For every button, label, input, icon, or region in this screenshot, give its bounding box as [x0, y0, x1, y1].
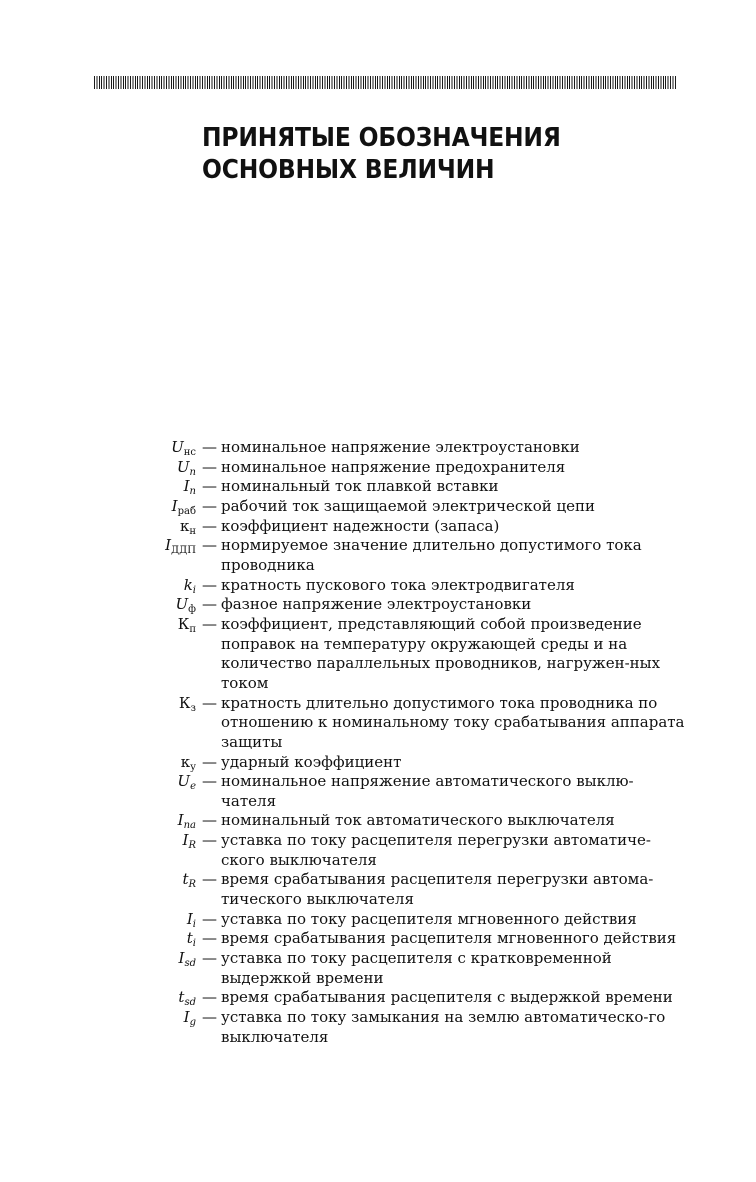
symbol: $I_п$: [183, 477, 196, 498]
definition: коэффициент надежности (запаса): [221, 516, 500, 535]
em-dash: —: [202, 496, 217, 515]
glossary-entry: [96, 929, 686, 949]
em-dash: —: [202, 831, 217, 850]
em-dash: —: [202, 536, 217, 555]
definition: коэффициент, представляющий собой произведение поправок на температуру окружающей среды и на количество параллельных проводников, нагружен-ных током: [221, 614, 661, 692]
symbol: $U_e$: [177, 772, 196, 793]
symbol: $U_п$: [176, 457, 196, 478]
page-title-line-2: ОСНОВНЫХ ВЕЛИЧИН: [202, 155, 495, 185]
page-title-line-1: ПРИНЯТЫЕ ОБОЗНАЧЕНИЯ: [202, 123, 561, 153]
definition: нормируемое значение длительно допустимого тока проводника: [221, 536, 642, 574]
em-dash: —: [202, 929, 217, 948]
definition: кратность пускового тока электродвигателя: [221, 575, 575, 594]
em-dash: —: [202, 438, 217, 456]
symbols-glossary: [96, 438, 686, 1047]
symbol: $I_g$: [183, 1008, 196, 1029]
em-dash: —: [202, 752, 217, 771]
glossary-entry: [96, 458, 686, 478]
em-dash: —: [202, 516, 217, 535]
symbol: $I_R$: [182, 831, 196, 852]
symbol: $U_{нс}$: [171, 438, 196, 458]
em-dash: —: [202, 477, 217, 496]
glossary-entry: [96, 910, 686, 930]
em-dash: —: [202, 988, 217, 1007]
definition: уставка по току расцепителя с кратковременной выдержкой времени: [221, 949, 612, 987]
em-dash: —: [202, 595, 217, 614]
em-dash: —: [202, 693, 217, 712]
glossary-entry: [96, 753, 686, 773]
symbol: $U_ф$: [175, 595, 196, 616]
symbol: $к_у$: [180, 752, 196, 773]
symbol: $I_{sd}$: [178, 949, 196, 970]
em-dash: —: [202, 1008, 217, 1027]
glossary-entry: [96, 772, 686, 811]
symbol: $К_п$: [177, 614, 196, 635]
symbol: $К_з$: [178, 693, 196, 714]
symbol: $I_i$: [186, 909, 196, 930]
definition: уставка по току расцепителя перегрузки автоматиче-ского выключателя: [221, 831, 651, 869]
glossary-entry: [96, 517, 686, 537]
em-dash: —: [202, 949, 217, 968]
definition: уставка по току расцепителя мгновенного действия: [221, 909, 637, 928]
glossary-entry: [96, 988, 686, 1008]
glossary-entry: [96, 438, 686, 458]
em-dash: —: [202, 575, 217, 594]
glossary-entry: [96, 694, 686, 753]
symbol: $t_{sd}$: [178, 988, 196, 1009]
glossary-entry: [96, 595, 686, 615]
definition: фазное напряжение электроустановки: [221, 595, 532, 614]
glossary-entry: [96, 497, 686, 517]
definition: уставка по току замыкания на землю автоматическо-го выключателя: [221, 1008, 666, 1046]
em-dash: —: [202, 870, 217, 889]
definition: время срабатывания расцепителя мгновенного действия: [221, 929, 677, 948]
glossary-entry: [96, 831, 686, 870]
definition: время срабатывания расцепителя перегрузки автома-тического выключателя: [221, 870, 654, 909]
definition: ударный коэффициент: [221, 752, 402, 771]
glossary-entry: [96, 811, 686, 831]
definition: кратность длительно допустимого тока проводника по отношению к номинальному току срабатывания аппарата защиты: [221, 693, 685, 751]
em-dash: —: [202, 811, 217, 830]
symbol: $k_i$: [183, 575, 196, 596]
symbol: $I_{раб}$: [171, 496, 196, 517]
glossary-entry: [96, 477, 686, 497]
definition: номинальное напряжение электроустановки: [221, 438, 580, 456]
glossary-entry: [96, 615, 686, 694]
symbol: $t_i$: [186, 929, 196, 950]
em-dash: —: [202, 614, 217, 633]
definition: номинальное напряжение предохранителя: [221, 457, 566, 476]
definition: номинальное напряжение автоматического выклю-чателя: [221, 772, 634, 810]
header-rule: [94, 76, 676, 89]
em-dash: —: [202, 772, 217, 791]
glossary-entry: [96, 1008, 686, 1047]
glossary-entry: [96, 536, 686, 575]
glossary-entry: [96, 870, 686, 909]
symbol: $I_{na}$: [177, 811, 196, 832]
glossary-entry: [96, 576, 686, 596]
definition: номинальный ток плавкой вставки: [221, 477, 499, 496]
symbol: $I_{ДДП}$: [165, 536, 196, 557]
glossary-entry: [96, 949, 686, 988]
definition: номинальный ток автоматического выключателя: [221, 811, 615, 830]
em-dash: —: [202, 909, 217, 928]
definition: рабочий ток защищаемой электрической цепи: [221, 496, 596, 515]
page-title: [202, 122, 561, 186]
symbol: $к_н$: [179, 516, 196, 537]
definition: время срабатывания расцепителя с выдержкой времени: [221, 988, 673, 1007]
symbol: $t_R$: [182, 870, 196, 891]
em-dash: —: [202, 457, 217, 476]
